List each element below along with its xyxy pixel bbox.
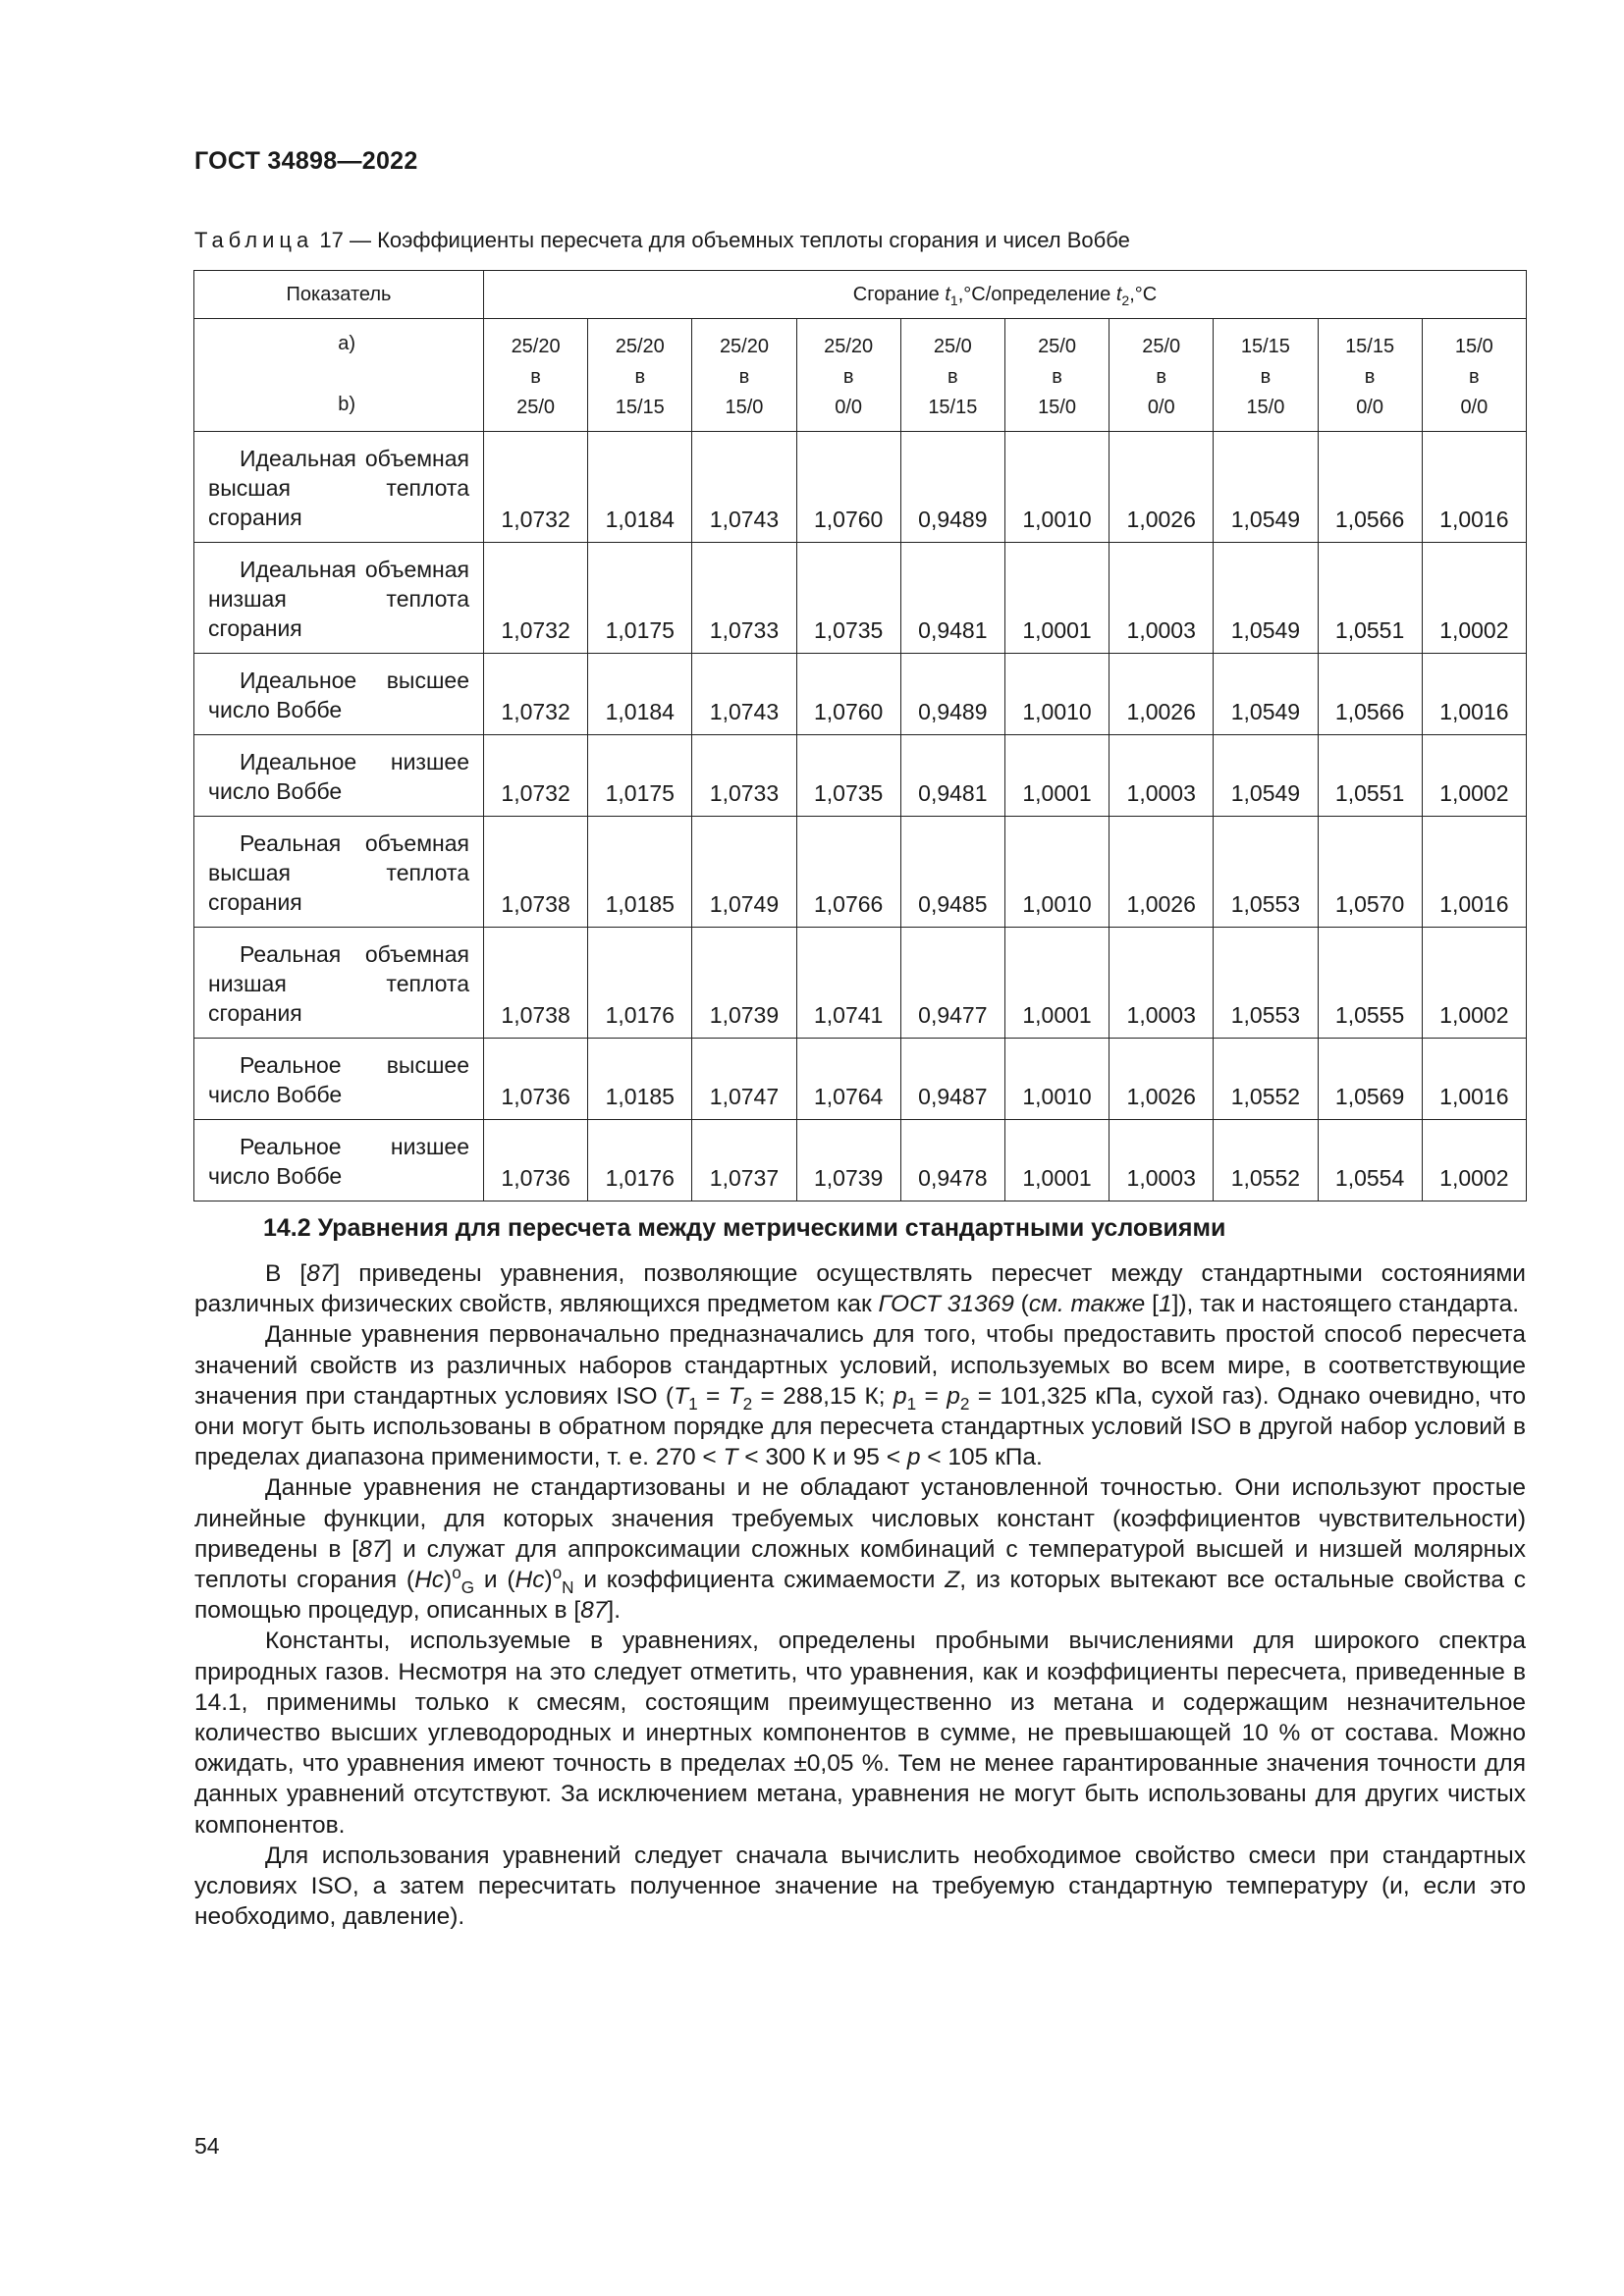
condition-header-cell xyxy=(484,319,588,432)
value-cell: 1,0735 xyxy=(796,543,900,654)
table-row xyxy=(194,735,1527,817)
value-cell: 1,0555 xyxy=(1318,928,1422,1039)
value-cell: 1,0743 xyxy=(692,432,796,543)
value-cell: 1,0016 xyxy=(1422,432,1526,543)
condition-to: 15/0 xyxy=(1038,396,1076,418)
value-cell: 0,9487 xyxy=(900,1039,1004,1120)
value-cell: 0,9485 xyxy=(900,817,1004,928)
value-cell: 1,0570 xyxy=(1318,817,1422,928)
value-cell: 1,0749 xyxy=(692,817,796,928)
paragraph-5: Для использования уравнений следует сначала вычислить необходимое свойство смеси при стандартных условиях ISO, а затем пересчитать полученное значение на требуемую стандартную температуру (и, если это необходимо, давление). xyxy=(194,1842,1526,1931)
table-row xyxy=(194,1039,1527,1120)
condition-mid: в xyxy=(738,365,750,388)
value-cell: 1,0175 xyxy=(588,543,692,654)
value-cell: 1,0026 xyxy=(1110,1039,1214,1120)
table-caption xyxy=(194,228,1130,253)
condition-to: 0/0 xyxy=(1356,396,1383,418)
paragraph-3: Данные уравнения не стандартизованы и не обладают установленной точностью. Они используют простые линейные функции, для которых значения требуемых числовых констант (коэффициентов чувствительности) приведены в [87] и служат для аппроксимации сложных комбинаций с температурой высшей и низшей молярных теплоты сгорания $(Hc)^o_G$ и $(Hc)^o_N$ и коэффициента сжимаемости Z, из которых вытекают все остальные свойства с помощью процедур, описанных в [87]. xyxy=(194,1474,1527,1625)
table-row xyxy=(194,543,1527,654)
value-cell: 1,0552 xyxy=(1214,1120,1318,1201)
value-cell: 1,0760 xyxy=(796,654,900,735)
condition-header-cell xyxy=(1422,319,1526,432)
value-cell: 1,0733 xyxy=(692,543,796,654)
value-cell: 1,0732 xyxy=(484,432,588,543)
row-label: Реальная объемная высшая теплота сгорания xyxy=(194,817,484,928)
condition-to: 15/15 xyxy=(615,396,665,418)
value-cell: 1,0554 xyxy=(1318,1120,1422,1201)
value-cell: 1,0743 xyxy=(692,654,796,735)
value-cell: 1,0760 xyxy=(796,432,900,543)
table-caption-text: 17 — Коэффициенты пересчета для объемных теплоты сгорания и чисел Воббе xyxy=(313,228,1130,252)
value-cell: 1,0733 xyxy=(692,735,796,817)
value-cell: 1,0566 xyxy=(1318,432,1422,543)
value-cell: 1,0003 xyxy=(1110,735,1214,817)
value-cell: 0,9489 xyxy=(900,654,1004,735)
value-cell: 1,0732 xyxy=(484,654,588,735)
value-cell: 1,0002 xyxy=(1422,928,1526,1039)
value-cell: 1,0185 xyxy=(588,817,692,928)
value-cell: 1,0010 xyxy=(1004,1039,1109,1120)
value-cell: 1,0001 xyxy=(1004,928,1109,1039)
condition-from: 25/20 xyxy=(615,335,665,357)
value-cell: 1,0549 xyxy=(1214,543,1318,654)
table-row xyxy=(194,654,1527,735)
value-cell: 1,0002 xyxy=(1422,735,1526,817)
row-label: Идеальная объемная высшая теплота сгорания xyxy=(194,432,484,543)
paragraph-4: Константы, используемые в уравнениях, определены пробными вычислениями для широкого спектра природных газов. Несмотря на это следует отметить, что уравнения, как и коэффициенты пересчета, приведенные в 14.1, применимы только к смесям, состоящим преимущественно из метана и содержащим незначительное количество высших углеводородных и инертных компонентов в сумме, не превышающей 10 % от состава. Можно ожидать, что уравнения имеют точность в пределах ±0,05 %. Тем не менее гарантированные значения точности для данных уравнений отсутствуют. За исключением метана, уравнения не могут быть использованы для других чистых компонентов. xyxy=(194,1628,1526,1839)
value-cell: 1,0175 xyxy=(588,735,692,817)
value-cell: 0,9481 xyxy=(900,543,1004,654)
value-cell: 1,0002 xyxy=(1422,1120,1526,1201)
value-cell: 1,0010 xyxy=(1004,817,1109,928)
value-cell: 1,0003 xyxy=(1110,928,1214,1039)
value-cell: 1,0001 xyxy=(1004,1120,1109,1201)
condition-header-cell xyxy=(1110,319,1214,432)
value-cell: 1,0736 xyxy=(484,1120,588,1201)
condition-from: 25/20 xyxy=(719,335,769,357)
value-cell: 1,0016 xyxy=(1422,1039,1526,1120)
value-cell: 1,0549 xyxy=(1214,654,1318,735)
label-b: b) xyxy=(338,394,355,415)
value-cell: 1,0766 xyxy=(796,817,900,928)
value-cell: 1,0553 xyxy=(1214,928,1318,1039)
condition-from: 25/0 xyxy=(1142,335,1181,357)
page-number: 54 xyxy=(194,2133,220,2159)
value-cell: 1,0739 xyxy=(692,928,796,1039)
value-cell: 1,0553 xyxy=(1214,817,1318,928)
condition-from: 25/20 xyxy=(511,335,561,357)
value-cell: 1,0016 xyxy=(1422,817,1526,928)
value-cell: 0,9478 xyxy=(900,1120,1004,1201)
value-cell: 1,0747 xyxy=(692,1039,796,1120)
table-row xyxy=(194,1120,1527,1201)
condition-to: 0/0 xyxy=(835,396,863,418)
value-cell: 1,0016 xyxy=(1422,654,1526,735)
conditions-header: Сгорание $t_1,^\circ C$/определение $t_2,^\circ C$ xyxy=(484,271,1527,319)
value-cell: 1,0176 xyxy=(588,928,692,1039)
value-cell: 1,0737 xyxy=(692,1120,796,1201)
value-cell: 1,0738 xyxy=(484,928,588,1039)
value-cell: 1,0569 xyxy=(1318,1039,1422,1120)
condition-mid: в xyxy=(1364,365,1376,388)
param-header: Показатель xyxy=(194,271,484,319)
row-label: Идеальное высшее число Воббе xyxy=(194,654,484,735)
condition-mid: в xyxy=(634,365,646,388)
condition-mid: в xyxy=(842,365,854,388)
value-cell: 1,0026 xyxy=(1110,817,1214,928)
condition-to: 15/15 xyxy=(928,396,978,418)
value-cell: 1,0549 xyxy=(1214,735,1318,817)
condition-mid: в xyxy=(1156,365,1167,388)
value-cell: 1,0566 xyxy=(1318,654,1422,735)
condition-from: 15/15 xyxy=(1345,335,1395,357)
condition-header-cell xyxy=(900,319,1004,432)
row-label: Идеальное низшее число Воббе xyxy=(194,735,484,817)
value-cell: 1,0001 xyxy=(1004,735,1109,817)
row-label: Реальная объемная низшая теплота сгорания xyxy=(194,928,484,1039)
section-heading: 14.2 Уравнения для пересчета между метрическими стандартными условиями xyxy=(263,1214,1226,1242)
value-cell: 1,0549 xyxy=(1214,432,1318,543)
row-label: Идеальная объемная низшая теплота сгорания xyxy=(194,543,484,654)
condition-header-cell xyxy=(692,319,796,432)
value-cell: 1,0003 xyxy=(1110,1120,1214,1201)
value-cell: 1,0741 xyxy=(796,928,900,1039)
value-cell: 1,0735 xyxy=(796,735,900,817)
condition-mid: в xyxy=(1052,365,1062,388)
value-cell: 1,0010 xyxy=(1004,432,1109,543)
value-cell: 1,0176 xyxy=(588,1120,692,1201)
condition-header-cell xyxy=(1318,319,1422,432)
condition-mid: в xyxy=(1469,365,1480,388)
condition-from: 15/0 xyxy=(1454,335,1493,357)
condition-header-cell xyxy=(1214,319,1318,432)
table-row xyxy=(194,928,1527,1039)
document-header: ГОСТ 34898—2022 xyxy=(194,147,418,175)
value-cell: 1,0026 xyxy=(1110,432,1214,543)
label-a: a) xyxy=(338,333,355,354)
value-cell: 1,0732 xyxy=(484,543,588,654)
value-cell: 1,0551 xyxy=(1318,735,1422,817)
value-cell: 1,0026 xyxy=(1110,654,1214,735)
value-cell: 1,0184 xyxy=(588,432,692,543)
value-cell: 1,0551 xyxy=(1318,543,1422,654)
condition-to: 25/0 xyxy=(516,396,556,418)
row-label: Реальное низшее число Воббе xyxy=(194,1120,484,1201)
value-cell: 0,9477 xyxy=(900,928,1004,1039)
value-cell: 1,0185 xyxy=(588,1039,692,1120)
paragraph-1: В [87] приведены уравнения, позволяющие осуществлять пересчет между стандартными состояниями различных физических свойств, являющихся предметом как ГОСТ 31369 (см. также [1]), так и настоящего стандарта. xyxy=(194,1260,1526,1318)
condition-to: 15/0 xyxy=(725,396,764,418)
condition-header-cell xyxy=(1004,319,1109,432)
table-caption-prefix: Таблица xyxy=(194,228,314,252)
condition-mid: в xyxy=(530,365,541,388)
condition-from: 25/0 xyxy=(1038,335,1076,357)
value-cell: 0,9489 xyxy=(900,432,1004,543)
condition-to: 15/0 xyxy=(1246,396,1285,418)
body-text xyxy=(194,1258,1526,1932)
condition-to: 0/0 xyxy=(1460,396,1489,418)
paragraph-2: Данные уравнения первоначально предназначались для того, чтобы предоставить простой способ пересчета значений свойств из различных наборов стандартных условий, используемых во всем мире, в соответствующие значения при стандартных условиях ISO ($T_1 = T_2 = 288,15$ К; $p_1 = p_2 = 101,325$ кПа, сухой газ). Однако очевидно, что они могут быть использованы в обратном порядке для пересчета стандартных условий ISO в другой набор условий в пределах диапазона применимости, т. е. 270 < T < 300 К и 95 < p < 105 кПа. xyxy=(194,1321,1527,1471)
value-cell: 1,0739 xyxy=(796,1120,900,1201)
value-cell: 1,0736 xyxy=(484,1039,588,1120)
ab-labels-cell xyxy=(194,319,484,432)
value-cell: 1,0552 xyxy=(1214,1039,1318,1120)
table-row xyxy=(194,817,1527,928)
value-cell: 1,0732 xyxy=(484,735,588,817)
value-cell: 1,0001 xyxy=(1004,543,1109,654)
condition-from: 25/20 xyxy=(824,335,874,357)
conversion-factors-table xyxy=(193,270,1527,1201)
condition-from: 25/0 xyxy=(933,335,972,357)
value-cell: 1,0184 xyxy=(588,654,692,735)
value-cell: 0,9481 xyxy=(900,735,1004,817)
condition-header-cell xyxy=(588,319,692,432)
condition-mid: в xyxy=(947,365,958,388)
condition-header-cell xyxy=(796,319,900,432)
value-cell: 1,0010 xyxy=(1004,654,1109,735)
table-row xyxy=(194,432,1527,543)
value-cell: 1,0003 xyxy=(1110,543,1214,654)
value-cell: 1,0002 xyxy=(1422,543,1526,654)
condition-mid: в xyxy=(1260,365,1272,388)
value-cell: 1,0738 xyxy=(484,817,588,928)
row-label: Реальное высшее число Воббе xyxy=(194,1039,484,1120)
condition-from: 15/15 xyxy=(1240,335,1290,357)
condition-to: 0/0 xyxy=(1147,396,1175,418)
value-cell: 1,0764 xyxy=(796,1039,900,1120)
